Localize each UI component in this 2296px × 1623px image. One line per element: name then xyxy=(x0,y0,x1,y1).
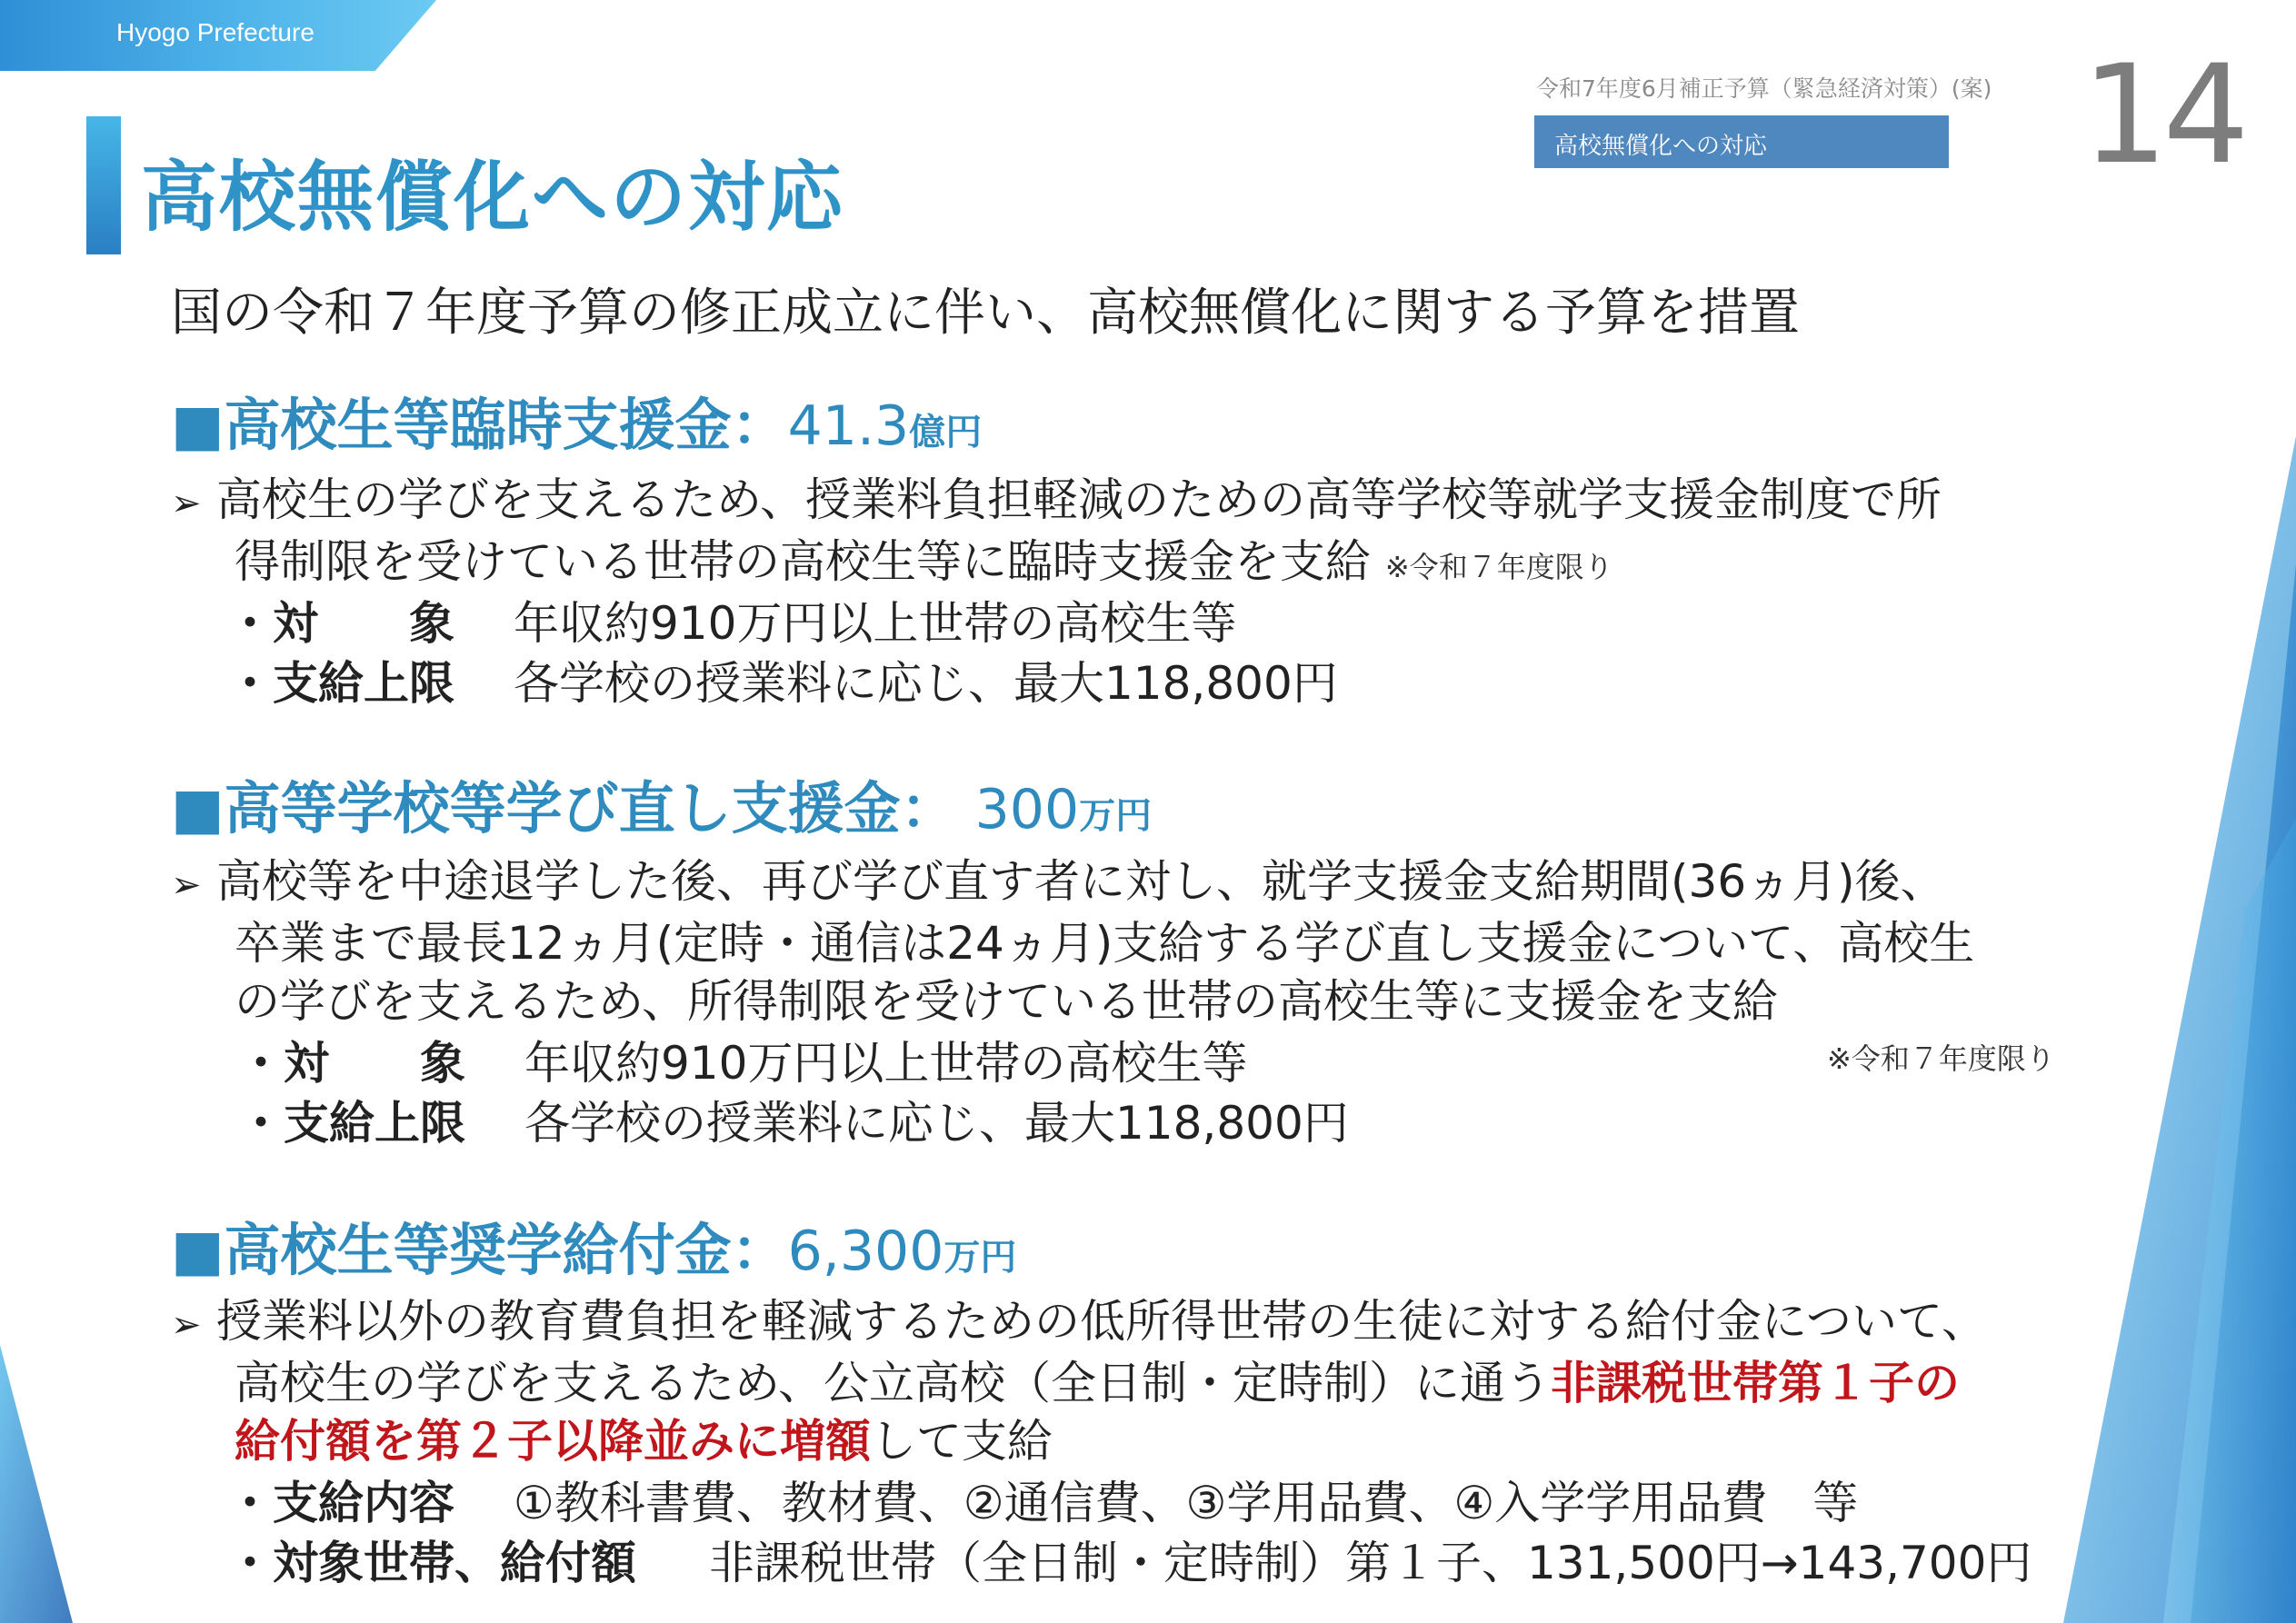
detail-value: 各学校の授業料に応じ、最大118,800円 xyxy=(514,657,1338,710)
detail-item xyxy=(238,1027,1247,1092)
detail-value: 非課税世帯（全日制・定時制）第１子、131,500円→143,700円 xyxy=(709,1537,2032,1589)
section-description xyxy=(171,1292,1987,1470)
description-line: 高校等を中途退学した後、再び学び直す者に対し、就学支援金支給期間(36ヵ月)後、 xyxy=(216,855,1946,908)
budget-label: 令和7年度6月補正予算（緊急経済対策）(案) xyxy=(1536,75,1992,102)
emphasis-text: 給付額を第２子以降並みに増額 xyxy=(235,1415,871,1468)
section-bullet: ■ xyxy=(171,775,225,841)
detail-item xyxy=(227,1467,1858,1532)
title-accent-bar xyxy=(86,116,121,254)
detail-label: ・支給上限 xyxy=(227,657,454,710)
section-title: 高校生等臨時支援金： xyxy=(224,392,788,458)
detail-value: ①教科書費、教材費、②通信費、③学用品費、④入学学用品費 等 xyxy=(514,1477,1859,1529)
section-description xyxy=(171,471,1942,596)
page-title: 高校無償化への対応 xyxy=(141,153,845,242)
section-description xyxy=(171,852,1974,1031)
section-unit: 億円 xyxy=(909,412,983,453)
detail-label: ・支給上限 xyxy=(238,1097,465,1150)
description-line: 高校生の学びを支えるため、授業料負担軽減のための高等学校等就学支援金制度で所 xyxy=(216,473,1942,526)
section-tag: 高校無償化への対応 xyxy=(1534,115,1949,168)
detail-label: ・対 象 xyxy=(227,597,454,650)
section-title: 高校生等奨学給付金： xyxy=(224,1217,788,1283)
section-title: 高等学校等学び直し支援金： xyxy=(224,775,957,841)
limited-note: ※令和７年度限り xyxy=(1827,1041,2055,1076)
detail-value: 年収約910万円以上世帯の高校生等 xyxy=(514,597,1237,650)
detail-item xyxy=(227,647,1338,712)
section-heading xyxy=(171,1205,1016,1286)
section-unit: 万円 xyxy=(1079,795,1153,837)
section-heading xyxy=(171,763,1152,844)
section-bullet: ■ xyxy=(171,392,225,458)
description-line: 卒業まで最長12ヵ月(定時・通信は24ヵ月)支給する学び直し支援金について、高校生 xyxy=(235,917,1975,970)
arrow-marker-icon: ➢ xyxy=(171,483,202,524)
description-line: 授業料以外の教育費負担を軽減するための低所得世帯の生徒に対する給付金について、 xyxy=(216,1295,1987,1348)
limited-note: ※令和７年度限り xyxy=(1384,550,1613,584)
lead-text: 国の令和７年度予算の修正成立に伴い、高校無償化に関する予算を措置 xyxy=(171,284,1800,343)
page-number: 14 xyxy=(2081,36,2244,194)
detail-label: ・対 象 xyxy=(238,1037,465,1090)
detail-item xyxy=(238,1087,1349,1152)
detail-value: 各学校の授業料に応じ、最大118,800円 xyxy=(524,1097,1349,1150)
arrow-marker-icon: ➢ xyxy=(171,864,202,906)
detail-label: ・支給内容 xyxy=(227,1477,454,1529)
description-line: して支給 xyxy=(871,1415,1053,1468)
section-bullet: ■ xyxy=(171,1217,225,1283)
description-line: の学びを支えるため、所得制限を受けている世帯の高校生等に支援金を支給 xyxy=(235,975,1778,1028)
brand-name: Hyogo Prefecture xyxy=(116,18,314,46)
description-line: 得制限を受けている世帯の高校生等に臨時支援金を支給 xyxy=(235,535,1371,588)
detail-item xyxy=(227,1527,2031,1592)
detail-item xyxy=(227,587,1236,652)
detail-value: 年収約910万円以上世帯の高校生等 xyxy=(524,1037,1248,1090)
description-line: 高校生の学びを支えるため、公立高校（全日制・定時制）に通う xyxy=(235,1357,1551,1409)
arrow-marker-icon: ➢ xyxy=(171,1304,202,1346)
section-amount: 6,300 xyxy=(787,1220,944,1283)
section-amount: 41.3 xyxy=(787,394,910,458)
section-heading xyxy=(171,380,982,461)
detail-label: ・対象世帯、給付額 xyxy=(227,1537,636,1589)
emphasis-text: 非課税世帯第１子の xyxy=(1551,1357,1960,1409)
section-amount: 300 xyxy=(974,778,1080,841)
section-unit: 万円 xyxy=(943,1237,1017,1279)
